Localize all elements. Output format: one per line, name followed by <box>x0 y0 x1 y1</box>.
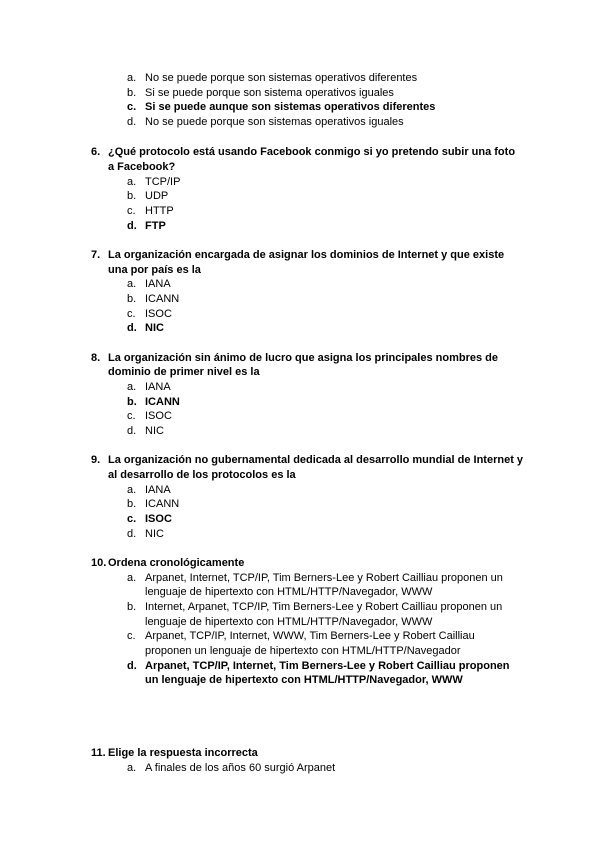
option-text: Arpanet, TCP/IP, Internet, Tim Berners-Lee y Robert Cailliau proponen <box>145 660 510 672</box>
option-text: ISOC <box>145 513 172 525</box>
option-text: lenguaje de hipertexto con HTML/HTTP/Navegador, WWW <box>145 586 433 598</box>
option-letter: b. <box>127 498 137 510</box>
question-text: a Facebook? <box>108 161 176 173</box>
option-letter: c. <box>127 513 137 525</box>
option-text: FTP <box>145 220 166 232</box>
option-letter: c. <box>127 205 136 217</box>
option-text: IANA <box>145 381 171 393</box>
option-text: No se puede porque son sistemas operativos diferentes <box>145 72 418 84</box>
option-text: NIC <box>145 528 164 540</box>
option-letter: a. <box>127 484 137 496</box>
option-letter: d. <box>127 322 137 334</box>
option-text: Arpanet, Internet, TCP/IP, Tim Berners-Lee y Robert Cailliau proponen un <box>145 572 503 584</box>
option-text: ICANN <box>145 498 180 510</box>
option-letter: d. <box>127 528 137 540</box>
question-text: dominio de primer nivel es la <box>108 366 260 378</box>
question-text: ¿Qué protocolo está usando Facebook conmigo si yo pretendo subir una foto <box>108 146 516 158</box>
option-text: TCP/IP <box>145 176 181 188</box>
question-text: La organización no gubernamental dedicada al desarrollo mundial de Internet y <box>108 454 524 466</box>
option-letter: c. <box>127 308 136 320</box>
option-letter: a. <box>127 72 137 84</box>
option-letter: d. <box>127 660 137 672</box>
question-text: una por país es la <box>108 264 201 276</box>
question-number: 7. <box>91 249 101 261</box>
option-text: ICANN <box>145 396 180 408</box>
option-text: ICANN <box>145 293 180 305</box>
question-text: La organización sin ánimo de lucro que asigna los principales nombres de <box>108 352 498 364</box>
option-text: Si se puede porque son sistema operativos iguales <box>145 87 394 99</box>
option-letter: d. <box>127 116 137 128</box>
option-letter: b. <box>127 87 137 99</box>
question-text: La organización encargada de asignar los dominios de Internet y que existe <box>108 249 505 261</box>
option-text: lenguaje de hipertexto con HTML/HTTP/Navegador, WWW <box>145 616 433 628</box>
option-text: No se puede porque son sistemas operativos iguales <box>145 116 404 128</box>
question-number: 8. <box>91 352 101 364</box>
option-text: ISOC <box>145 410 172 422</box>
option-letter: b. <box>127 190 137 202</box>
question-number: 9. <box>91 454 101 466</box>
option-text: NIC <box>145 322 164 334</box>
question-text: Ordena cronológicamente <box>108 557 245 569</box>
option-text: UDP <box>145 190 169 202</box>
option-letter: c. <box>127 101 137 113</box>
question-number: 6. <box>91 146 101 158</box>
option-letter: b. <box>127 396 137 408</box>
option-letter: d. <box>127 220 137 232</box>
option-letter: c. <box>127 410 136 422</box>
option-letter: a. <box>127 176 137 188</box>
option-text: ISOC <box>145 308 172 320</box>
question-text: al desarrollo de los protocolos es la <box>108 469 296 481</box>
option-letter: d. <box>127 425 137 437</box>
option-letter: c. <box>127 630 136 642</box>
option-letter: b. <box>127 601 137 613</box>
option-text: A finales de los años 60 surgió Arpanet <box>145 762 336 774</box>
option-text: HTTP <box>145 205 174 217</box>
option-letter: a. <box>127 381 137 393</box>
option-text: un lenguaje de hipertexto con HTML/HTTP/Navegador, WWW <box>145 674 463 686</box>
option-text: proponen un lenguaje de hipertexto con HTML/HTTP/Navegador <box>145 645 461 657</box>
option-letter: b. <box>127 293 137 305</box>
option-text: IANA <box>145 484 171 496</box>
option-text: NIC <box>145 425 164 437</box>
option-text: Arpanet, TCP/IP, Internet, WWW, Tim Berners-Lee y Robert Cailliau <box>145 630 475 642</box>
option-text: Internet, Arpanet, TCP/IP, Tim Berners-Lee y Robert Cailliau proponen un <box>145 601 503 613</box>
option-text: IANA <box>145 278 171 290</box>
question-number: 10. <box>91 557 107 569</box>
option-letter: a. <box>127 278 137 290</box>
question-text: Elige la respuesta incorrecta <box>108 747 258 759</box>
question-number: 11. <box>91 747 106 759</box>
option-letter: a. <box>127 572 137 584</box>
option-letter: a. <box>127 762 137 774</box>
option-text: Si se puede aunque son sistemas operativos diferentes <box>145 101 436 113</box>
